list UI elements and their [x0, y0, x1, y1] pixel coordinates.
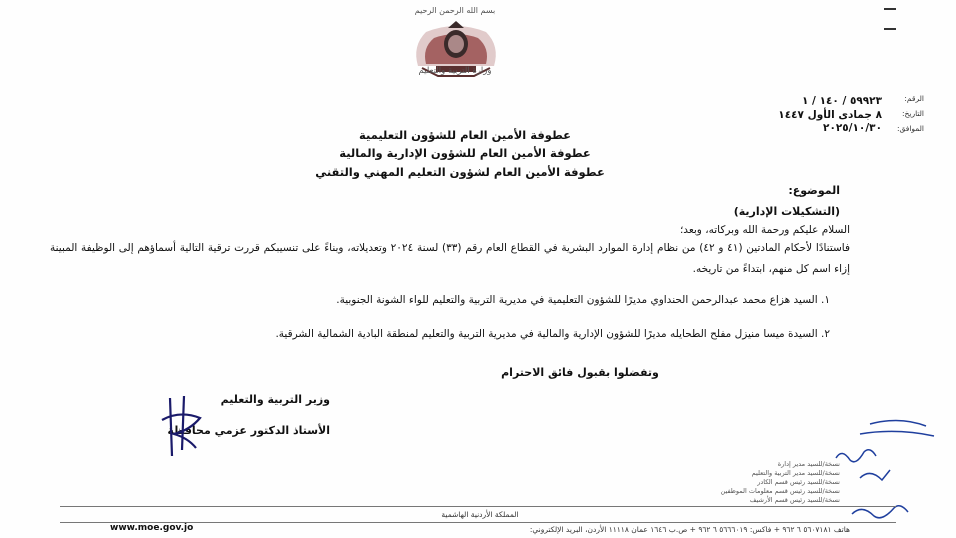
minister-title: وزير التربية والتعليم: [220, 393, 330, 406]
margin-mark: [884, 28, 896, 30]
closing-line: وتفضلوا بقبول فائق الاحترام: [501, 366, 659, 379]
ministry-name: وزارة التربية والتعليم: [418, 66, 492, 76]
subject-value: (التشكيلات الإدارية): [733, 205, 840, 218]
cc-item: نسخة/للسيد رئيس قسم الأرشيف: [749, 496, 840, 504]
footer-kingdom: المملكة الأردنية الهاشمية: [441, 510, 519, 519]
addressee-line: عطوفة الأمين العام للشؤون التعليمية: [358, 128, 572, 142]
ref-label: الرقم:: [904, 94, 924, 103]
subject-label: الموضوع:: [788, 184, 840, 197]
cc-list: [640, 460, 840, 505]
addressee-line: عطوفة الأمين العام للشؤون الإدارية والمالية: [339, 146, 591, 160]
cc-item: نسخة/للسيد رئيس قسم معلومات الموظفين: [720, 487, 840, 495]
footer-divider: [60, 506, 896, 507]
decision-item: ١. السيد هزاع محمد عبدالرحمن الحنداوي مديرًا للشؤون التعليمية في مديرية التربية والتعليم للواء الشونة الجنوبية.: [336, 294, 830, 306]
decision-item: ٢. السيدة ميسا منيزل مفلح الطحايله مديرًا للشؤون الإدارية والمالية في مديرية التربية والتعليم لمنطقة البادية الشمالية الشرقية.: [275, 328, 830, 340]
date-value: ٨ جمادى الأول ١٤٤٧: [778, 109, 882, 121]
signatory-name: الأستاذ الدكتور عزمي محافظة: [167, 424, 330, 437]
date-label: التاريخ:: [902, 109, 924, 118]
addressee-line: عطوفة الأمين العام لشؤون التعليم المهني والتقني: [315, 165, 605, 179]
margin-mark: [884, 8, 896, 10]
handwritten-annotation: [830, 412, 940, 532]
cc-item: نسخة/للسيد مدير إدارة: [777, 460, 840, 468]
footer-contact: هاتف ٥٦٠٧١٨١ ٦ ٩٦٢ + فاكس: ٥٦٦٦٠١٩ ٦ ٩٦٢ + ص.ب ١٦٤٦ عمان ١١١١٨ الأردن، البريد الإلكتروني:: [529, 525, 850, 534]
corresponding-date-value: ٢٠٢٥/١٠/٣٠: [823, 122, 882, 134]
handwritten-signature: [150, 390, 210, 460]
cc-item: نسخة/للسيد رئيس قسم الكادر: [757, 478, 840, 486]
cc-item: نسخة/للسيد مدير التربية والتعليم: [751, 469, 840, 477]
greeting: السلام عليكم ورحمة الله وبركاته، وبعد؛: [679, 224, 850, 236]
corresponding-date-label: الموافق:: [896, 124, 924, 133]
website-link[interactable]: www.moe.gov.jo: [110, 523, 194, 533]
ref-value: ٥٩٩٢٣ / ١٤٠ / ١: [801, 95, 882, 107]
body-paragraph: فاستنادًا لأحكام المادتين (٤١ و ٤٢) من نظام إدارة الموارد البشرية في القطاع العام رقم (٣٣) لسنة ٢٠٢٤ وتعديلاته، وبناءً على تنسيبكم قررت ترقية التالية أسماؤهم إلى الوظيفة المبينة إزاء اسم كل منهم، ابتداءً من تاريخه.: [50, 242, 851, 275]
header-caption: بسم الله الرحمن الرحيم: [414, 6, 496, 15]
